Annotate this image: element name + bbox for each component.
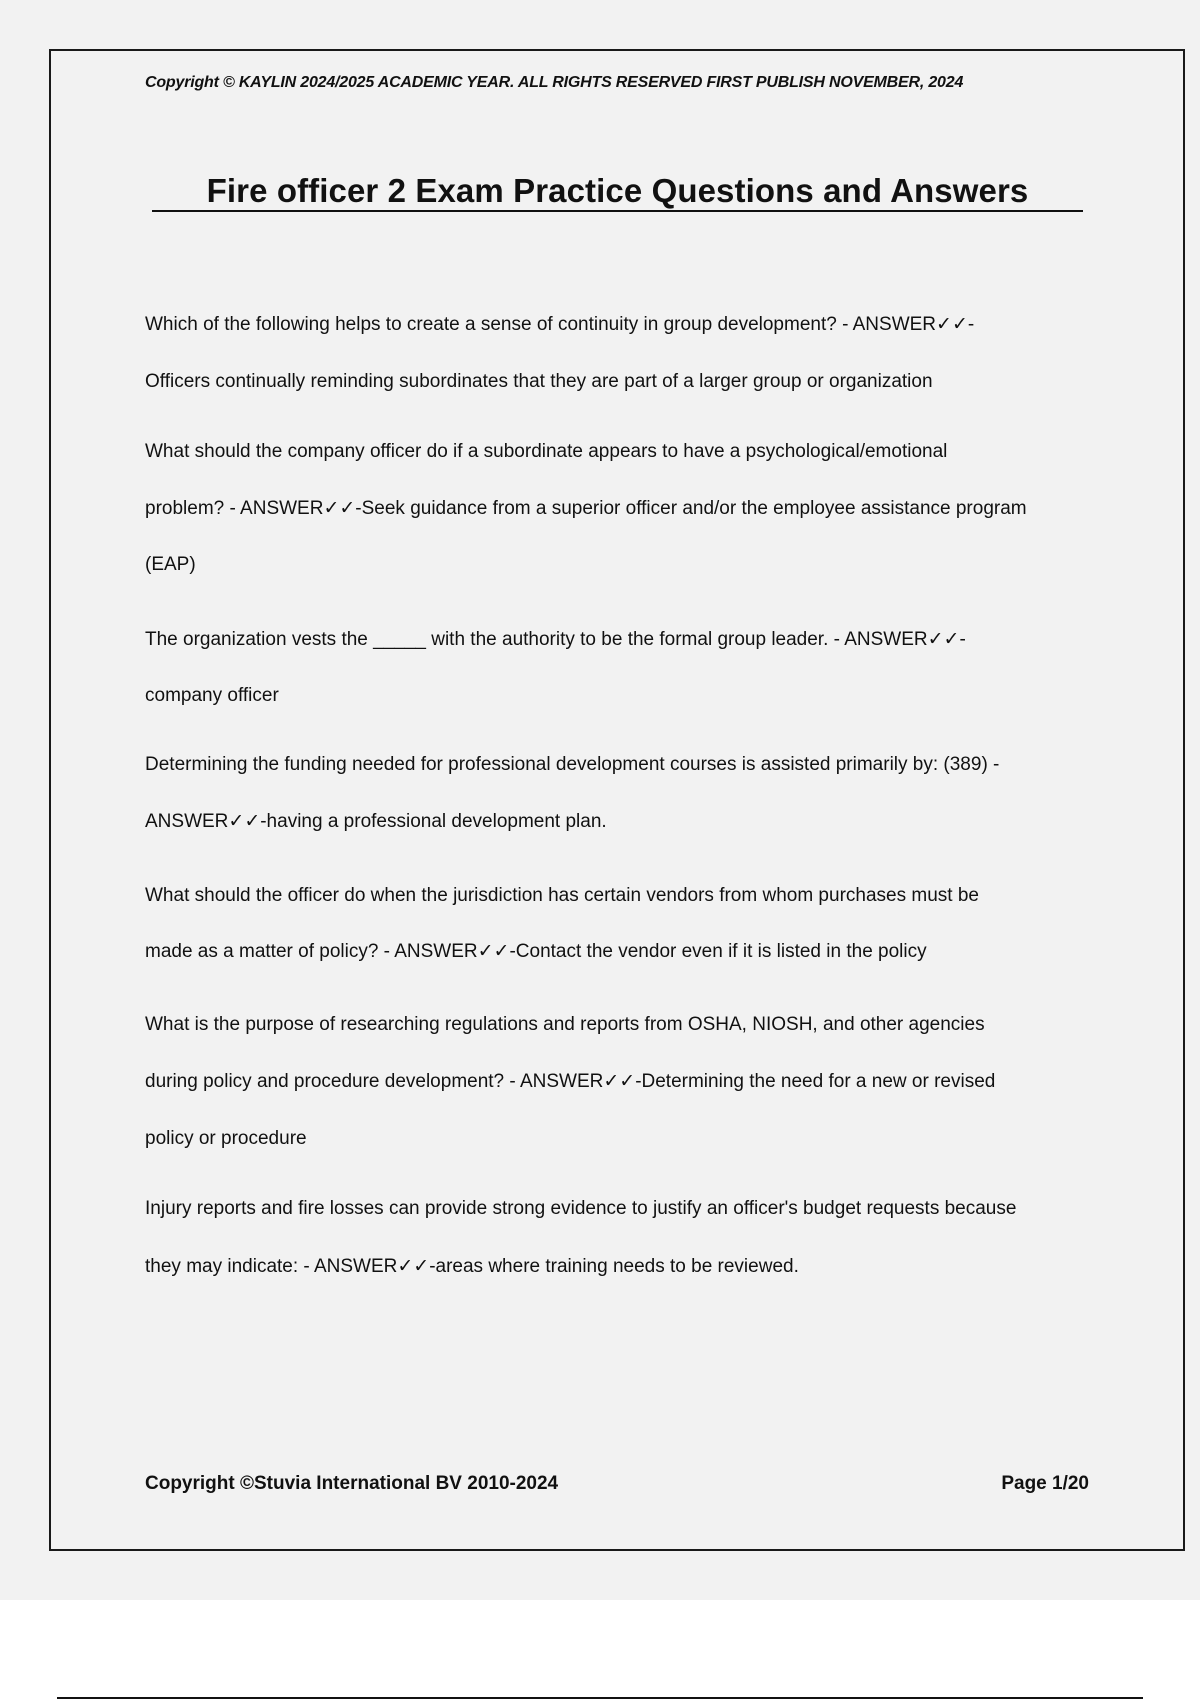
bottom-divider (57, 1697, 1143, 1699)
qa-line: they may indicate: - ANSWER✓✓-areas where training needs to be reviewed. (145, 1256, 799, 1277)
qa-line: problem? - ANSWER✓✓-Seek guidance from a superior officer and/or the employee assistance program (145, 498, 1027, 519)
qa-line: (EAP) (145, 554, 196, 575)
page-number: Page 1/20 (1001, 1473, 1089, 1494)
qa-line: company officer (145, 685, 279, 706)
footer-copyright: Copyright ©Stuvia International BV 2010-2024 (145, 1473, 559, 1494)
qa-line: Which of the following helps to create a sense of continuity in group development? - ANSWER✓✓- (145, 314, 975, 335)
qa-line: What should the company officer do if a subordinate appears to have a psychological/emotional (145, 441, 948, 462)
qa-line: Determining the funding needed for professional development courses is assisted primarily by: (389) - (145, 754, 1000, 775)
document-title: Fire officer 2 Exam Practice Questions and Answers (206, 172, 1029, 209)
qa-line: Officers continually reminding subordinates that they are part of a larger group or organization (145, 371, 933, 392)
qa-line: ANSWER✓✓-having a professional development plan. (145, 811, 607, 832)
qa-line: Injury reports and fire losses can provide strong evidence to justify an officer's budget requests because (145, 1198, 1017, 1219)
title-underline (152, 210, 1083, 212)
qa-line: policy or procedure (145, 1128, 307, 1149)
qa-line: What should the officer do when the jurisdiction has certain vendors from whom purchases must be (145, 885, 979, 906)
header-copyright: Copyright © KAYLIN 2024/2025 ACADEMIC YEAR. ALL RIGHTS RESERVED FIRST PUBLISH NOVEMBER, 2024 (145, 74, 964, 91)
qa-line: during policy and procedure development? - ANSWER✓✓-Determining the need for a new or revised (145, 1071, 996, 1092)
qa-line: What is the purpose of researching regulations and reports from OSHA, NIOSH, and other agencies (145, 1014, 985, 1035)
qa-line: The organization vests the _____ with the authority to be the formal group leader. - ANSWER✓✓- (145, 629, 966, 650)
qa-line: made as a matter of policy? - ANSWER✓✓-Contact the vendor even if it is listed in the policy (145, 941, 927, 962)
